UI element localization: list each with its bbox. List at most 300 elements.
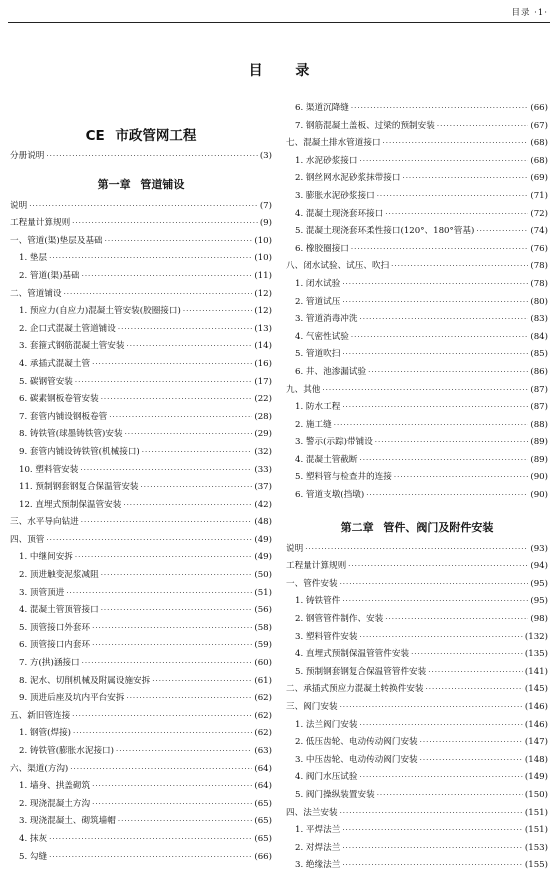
toc-entry[interactable]	[286, 822, 548, 840]
toc-intro-list	[10, 148, 272, 166]
toc-entry[interactable]	[286, 434, 548, 452]
toc-entry-page: (65)	[254, 798, 272, 809]
dot-leader	[101, 567, 253, 585]
toc-entry[interactable]	[10, 532, 272, 550]
dot-leader	[360, 629, 523, 647]
toc-entry[interactable]	[10, 585, 272, 603]
toc-entry-page: (14)	[254, 341, 272, 352]
dot-leader	[123, 497, 252, 515]
toc-entry-page: (51)	[254, 587, 272, 598]
toc-entry-label: 3. 膨胀水泥砂浆接口	[295, 190, 375, 201]
toc-entry[interactable]	[10, 215, 272, 233]
toc-entry[interactable]	[286, 276, 548, 294]
toc-chapter-1-continued-list	[286, 100, 548, 505]
dot-leader	[360, 452, 529, 470]
toc-entry-label: 一、管件安装	[286, 578, 338, 589]
dot-leader	[73, 725, 252, 743]
dot-leader	[348, 558, 528, 576]
toc-entry[interactable]	[10, 690, 272, 708]
dot-leader	[340, 805, 523, 823]
toc-entry-label: 4. 混凝土管顶管接口	[19, 605, 99, 616]
toc-entry-page: (86)	[530, 366, 548, 377]
toc-entry-label: 5. 碳钢管安装	[19, 376, 73, 387]
toc-entry-page: (148)	[524, 754, 548, 765]
toc-entry-page: (153)	[524, 842, 548, 853]
toc-entry-label: 3. 套箍式钢筋混凝土管安装	[19, 341, 125, 352]
toc-entry-label: 4. 抹灰	[19, 833, 48, 844]
toc-entry-label: 2. 钢丝网水泥砂浆抹带接口	[295, 173, 401, 184]
dot-leader	[66, 585, 252, 603]
dot-leader	[342, 276, 528, 294]
toc-entry-label: 8. 泥水、切削机械及附属设施安拆	[19, 675, 151, 686]
toc-entry-page: (98)	[530, 614, 548, 625]
toc-entry-page: (60)	[254, 658, 272, 669]
dot-leader	[101, 391, 253, 409]
toc-entry[interactable]	[10, 637, 272, 655]
toc-entry-label: 1. 水泥砂浆接口	[295, 155, 358, 166]
toc-entry[interactable]	[286, 469, 548, 487]
dot-leader	[340, 699, 523, 717]
dot-leader	[75, 374, 252, 392]
toc-entry[interactable]	[10, 198, 272, 216]
toc-entry-label: 工程量计算规则	[286, 561, 347, 572]
toc-entry-label: 1. 垫层	[19, 253, 48, 264]
toc-entry-label: 说明	[286, 543, 304, 554]
toc-entry[interactable]	[286, 417, 548, 435]
toc-entry-page: (11)	[254, 270, 272, 281]
toc-entry[interactable]	[10, 374, 272, 392]
toc-entry[interactable]	[10, 813, 272, 831]
toc-entry-page: (76)	[530, 243, 548, 254]
toc-entry-label: 5. 混凝土现浇套环柔性接口(120°、180°管基)	[295, 226, 475, 237]
toc-entry-page: (69)	[530, 173, 548, 184]
toc-entry[interactable]	[10, 725, 272, 743]
toc-entry-page: (58)	[254, 622, 272, 633]
toc-entry[interactable]	[286, 857, 548, 875]
toc-entry-page: (145)	[524, 684, 548, 695]
toc-entry-label: 2. 现浇混凝土方沟	[19, 798, 91, 809]
dot-leader	[80, 462, 252, 480]
toc-entry[interactable]	[10, 514, 272, 532]
toc-entry-page: (64)	[254, 763, 272, 774]
dot-leader	[141, 479, 253, 497]
dot-leader	[92, 778, 252, 796]
toc-entry-page: (80)	[530, 296, 548, 307]
dot-leader	[375, 434, 529, 452]
toc-entry-label: 七、混凝土排水管道接口	[286, 138, 381, 149]
toc-entry[interactable]	[286, 664, 548, 682]
toc-entry-page: (67)	[530, 120, 548, 131]
toc-entry-label: 12. 直埋式预制保温管安装	[19, 499, 122, 510]
toc-entry-label: 2. 低压齿轮、电动传动阀门安装	[295, 737, 418, 748]
toc-entry-label: 五、新旧管连接	[10, 710, 71, 721]
dot-leader	[142, 444, 253, 462]
toc-entry-page: (85)	[530, 349, 548, 360]
toc-entry[interactable]	[286, 206, 548, 224]
dot-leader	[101, 602, 253, 620]
toc-entry[interactable]	[286, 135, 548, 153]
toc-entry-page: (150)	[524, 789, 548, 800]
toc-entry[interactable]	[286, 611, 548, 629]
toc-entry[interactable]	[286, 311, 548, 329]
dot-leader	[377, 188, 529, 206]
toc-entry[interactable]	[286, 241, 548, 259]
dot-leader	[385, 206, 528, 224]
dot-leader	[72, 215, 258, 233]
toc-entry[interactable]	[286, 487, 548, 505]
toc-entry[interactable]	[10, 549, 272, 567]
toc-entry[interactable]	[286, 346, 548, 364]
toc-entry-label: 八、闭水试验、试压、吹扫	[286, 261, 390, 272]
toc-entry-label: 工程量计算规则	[10, 218, 71, 229]
toc-entry-page: (74)	[530, 226, 548, 237]
toc-entry[interactable]	[10, 426, 272, 444]
toc-entry-label: 2. 施工缝	[295, 419, 332, 430]
toc-entry[interactable]	[286, 399, 548, 417]
toc-entry[interactable]	[286, 805, 548, 823]
toc-entry-page: (13)	[254, 323, 272, 334]
toc-entry-page: (59)	[254, 640, 272, 651]
dot-leader	[92, 356, 252, 374]
toc-entry-page: (95)	[530, 596, 548, 607]
toc-entry-page: (87)	[530, 402, 548, 413]
dot-leader	[476, 223, 528, 241]
dot-leader	[368, 364, 528, 382]
toc-entry[interactable]	[286, 646, 548, 664]
toc-entry[interactable]	[286, 629, 548, 647]
toc-entry-page: (12)	[254, 288, 272, 299]
dot-leader	[152, 673, 252, 691]
dot-leader	[92, 796, 252, 814]
toc-entry[interactable]	[286, 541, 548, 559]
part-heading: CE 市政管网工程	[85, 128, 197, 144]
toc-entry-page: (9)	[259, 218, 272, 229]
dot-leader	[126, 690, 252, 708]
toc-entry-label: 2. 管道试压	[295, 296, 341, 307]
toc-entry-label: 二、管道铺设	[10, 288, 62, 299]
toc-entry[interactable]	[286, 329, 548, 347]
toc-entry-page: (17)	[254, 376, 272, 387]
toc-entry-label: 4. 阀门水压试验	[295, 772, 358, 783]
dot-leader	[391, 258, 528, 276]
dot-leader	[105, 233, 253, 251]
toc-entry-label: 11. 预制钢套钢复合保温管安装	[19, 482, 139, 493]
toc-entry-page: (89)	[530, 437, 548, 448]
toc-entry[interactable]	[286, 100, 548, 118]
toc-entry[interactable]	[286, 681, 548, 699]
toc-entry-label: 3. 顶管顶进	[19, 587, 65, 598]
toc-entry[interactable]	[10, 409, 272, 427]
toc-entry-page: (63)	[254, 746, 272, 756]
toc-entry-page: (66)	[530, 103, 548, 113]
dot-leader	[426, 681, 523, 699]
toc-entry[interactable]	[10, 250, 272, 268]
toc-entry-label: 4. 气密性试验	[295, 331, 349, 342]
toc-entry-label: 6. 碳素钢板卷管安装	[19, 394, 99, 405]
toc-entry-page: (147)	[524, 737, 548, 748]
toc-entry-page: (95)	[530, 578, 548, 589]
dot-leader	[334, 417, 529, 435]
toc-entry-page: (78)	[530, 261, 548, 272]
toc-entry[interactable]	[10, 391, 272, 409]
dot-leader	[183, 303, 253, 321]
toc-entry-page: (71)	[530, 190, 548, 201]
dot-leader	[360, 717, 523, 735]
dot-leader	[351, 100, 528, 118]
toc-entry[interactable]	[10, 286, 272, 304]
toc-entry-label: 九、其他	[286, 384, 321, 395]
toc-entry-label: 7. 套管内铺设钢板卷管	[19, 411, 108, 422]
dot-leader	[411, 646, 523, 664]
toc-entry-page: (155)	[524, 860, 548, 871]
toc-entry[interactable]	[286, 769, 548, 787]
toc-entry-page: (32)	[254, 446, 272, 457]
toc-entry[interactable]	[286, 717, 548, 735]
toc-entry-page: (12)	[254, 306, 272, 317]
toc-entry-page: (7)	[259, 200, 272, 211]
toc-entry-page: (89)	[530, 454, 548, 465]
toc-entry-label: 6. 管道支墩(挡墩)	[295, 490, 365, 501]
toc-entry-label: 1. 墙身、拱盖砌筑	[19, 781, 91, 792]
dot-leader	[81, 514, 253, 532]
dot-leader	[29, 198, 258, 216]
toc-entry-label: 5. 塑料管与检查井的连接	[295, 472, 392, 483]
toc-entry-page: (68)	[530, 138, 548, 149]
toc-entry[interactable]	[10, 761, 272, 779]
page-title: 目 录	[248, 63, 310, 79]
toc-entry-label: 一、管道(渠)垫层及基础	[10, 235, 103, 246]
toc-entry[interactable]	[286, 752, 548, 770]
toc-entry-label: 1. 法兰阀门安装	[295, 719, 358, 730]
chapter-2-heading: 第二章 管件、阀门及附件安装	[340, 520, 494, 534]
dot-leader	[92, 620, 252, 638]
toc-entry-label: 3. 绝缘法兰	[295, 860, 341, 871]
toc-entry[interactable]	[10, 831, 272, 849]
toc-entry[interactable]	[10, 655, 272, 673]
toc-entry-page: (37)	[254, 482, 272, 493]
toc-entry-page: (56)	[254, 605, 272, 616]
toc-entry[interactable]	[10, 462, 272, 480]
dot-leader	[377, 787, 523, 805]
toc-entry-page: (29)	[254, 429, 272, 440]
toc-entry[interactable]	[286, 258, 548, 276]
toc-entry-label: 6. 渠道沉降缝	[295, 103, 349, 113]
dot-leader	[351, 241, 528, 259]
toc-entry-page: (16)	[254, 358, 272, 369]
dot-leader	[360, 769, 523, 787]
toc-entry[interactable]	[10, 620, 272, 638]
toc-entry-page: (88)	[530, 419, 548, 430]
toc-entry[interactable]	[10, 743, 272, 761]
dot-leader	[394, 469, 528, 487]
toc-entry-label: 9. 套管内铺设铸铁管(机械接口)	[19, 446, 140, 457]
dot-leader	[118, 321, 252, 339]
toc-entry-label: 6. 井、池渗漏试验	[295, 366, 367, 377]
toc-entry-label: 六、渠道(方沟)	[10, 763, 69, 774]
toc-entry[interactable]	[286, 593, 548, 611]
toc-right-column	[286, 100, 548, 875]
toc-entry-label: 5. 预制钢套钢复合保温管管件安装	[295, 666, 427, 677]
toc-entry[interactable]	[286, 840, 548, 858]
toc-entry[interactable]	[286, 699, 548, 717]
toc-entry-page: (72)	[530, 208, 548, 219]
toc-entry-label: 8. 铸铁管(球墨铸铁管)安装	[19, 429, 123, 440]
toc-entry[interactable]	[10, 338, 272, 356]
toc-entry-label: 1. 中继间安拆	[19, 552, 73, 563]
toc-chapter-1-list	[10, 198, 272, 867]
toc-entry-label: 4. 混凝土现浇套环接口	[295, 208, 384, 219]
toc-entry-label: 说明	[10, 200, 28, 211]
toc-entry-page: (65)	[254, 816, 272, 827]
dot-leader	[366, 487, 528, 505]
toc-entry[interactable]	[10, 673, 272, 691]
toc-entry-page: (132)	[524, 631, 548, 642]
toc-entry-page: (90)	[530, 490, 548, 501]
dot-leader	[116, 743, 252, 761]
toc-entry-page: (10)	[254, 253, 272, 264]
toc-entry-page: (64)	[254, 781, 272, 792]
toc-entry-label: 3. 警示(示踪)带铺设	[295, 437, 373, 448]
dot-leader	[420, 734, 523, 752]
toc-chapter-2-list	[286, 541, 548, 875]
dot-leader	[428, 664, 523, 682]
dot-leader	[125, 426, 253, 444]
toc-entry-page: (90)	[530, 472, 548, 483]
toc-entry-page: (146)	[524, 719, 548, 730]
toc-entry[interactable]	[286, 153, 548, 171]
toc-entry-label: 4. 承插式混凝土管	[19, 358, 91, 369]
toc-entry[interactable]	[286, 118, 548, 136]
toc-entry[interactable]	[10, 479, 272, 497]
dot-leader	[49, 849, 252, 867]
dot-leader	[383, 135, 529, 153]
toc-entry[interactable]	[286, 170, 548, 188]
dot-leader	[72, 708, 252, 726]
toc-entry-page: (135)	[524, 649, 548, 660]
dot-leader	[360, 153, 529, 171]
toc-entry-label: 9. 顶进后座及坑内平台安拆	[19, 693, 125, 704]
toc-left-column	[10, 100, 272, 866]
dot-leader	[70, 761, 252, 779]
dot-leader	[342, 346, 528, 364]
toc-entry[interactable]	[286, 734, 548, 752]
dot-leader	[342, 294, 528, 312]
toc-entry-page: (68)	[530, 155, 548, 166]
toc-entry-page: (149)	[524, 772, 548, 783]
toc-entry-label: 3. 现浇混凝土、砌筑墙帽	[19, 816, 116, 827]
toc-entry-page: (22)	[254, 394, 272, 405]
toc-entry-page: (28)	[254, 411, 272, 422]
toc-entry[interactable]	[286, 223, 548, 241]
dot-leader	[385, 611, 528, 629]
toc-entry-label: 3. 管道消毒冲洗	[295, 314, 358, 325]
dot-leader	[126, 338, 252, 356]
toc-entry-label: 三、阀门安装	[286, 702, 338, 712]
toc-entry[interactable]	[10, 602, 272, 620]
toc-entry[interactable]	[286, 576, 548, 594]
toc-entry-label: 2. 铸铁管(膨胀水泥接口)	[19, 746, 114, 756]
toc-entry-label: 10. 塑料管安装	[19, 464, 79, 475]
toc-entry[interactable]	[10, 778, 272, 796]
toc-entry-label: 7. 方(拱)涵接口	[19, 658, 80, 669]
dot-leader	[360, 311, 529, 329]
toc-entry[interactable]	[10, 444, 272, 462]
toc-entry[interactable]	[286, 188, 548, 206]
dot-leader	[82, 655, 253, 673]
toc-entry-page: (83)	[530, 314, 548, 325]
toc-entry-label: 3. 塑料管件安装	[295, 631, 358, 642]
dot-leader	[46, 148, 257, 166]
dot-leader	[342, 399, 528, 417]
toc-entry-page: (66)	[254, 851, 272, 862]
toc-entry[interactable]	[286, 364, 548, 382]
dot-leader	[342, 840, 523, 858]
toc-entry-label: 分册说明	[10, 151, 45, 161]
dot-leader	[322, 382, 528, 400]
toc-entry[interactable]	[10, 796, 272, 814]
toc-entry-label: 2. 顶进触变泥浆减阻	[19, 570, 99, 581]
header-rule	[8, 22, 550, 23]
toc-entry[interactable]	[10, 567, 272, 585]
toc-entry[interactable]	[10, 497, 272, 515]
toc-entry-page: (42)	[254, 499, 272, 510]
toc-entry-label: 1. 防水工程	[295, 402, 341, 413]
toc-entry[interactable]	[10, 268, 272, 286]
toc-entry[interactable]	[286, 452, 548, 470]
toc-entry-label: 1. 平焊法兰	[295, 825, 341, 836]
dot-leader	[118, 813, 252, 831]
toc-entry[interactable]	[286, 558, 548, 576]
toc-entry-page: (84)	[530, 331, 548, 342]
toc-entry-page: (3)	[259, 151, 272, 161]
toc-entry-page: (141)	[524, 666, 548, 677]
toc-entry[interactable]	[286, 382, 548, 400]
toc-entry[interactable]	[10, 303, 272, 321]
toc-entry-label: 5. 管道吹扫	[295, 349, 341, 360]
dot-leader	[305, 541, 528, 559]
toc-entry-label: 2. 钢管管件制作、安装	[295, 614, 384, 625]
toc-entry-page: (50)	[254, 570, 272, 581]
dot-leader	[340, 576, 529, 594]
toc-entry-label: 1. 钢管(焊接)	[19, 728, 72, 739]
toc-entry-label: 6. 橡胶圈接口	[295, 243, 349, 254]
toc-entry-label: 4. 直埋式预制保温管管件安装	[295, 649, 410, 660]
dot-leader	[82, 268, 253, 286]
toc-entry[interactable]	[10, 356, 272, 374]
toc-entry[interactable]	[10, 321, 272, 339]
toc-entry-label: 5. 阀门操纵装置安装	[295, 789, 375, 800]
dot-leader	[420, 752, 523, 770]
toc-entry-page: (48)	[254, 517, 272, 528]
toc-entry[interactable]	[286, 787, 548, 805]
toc-entry[interactable]	[10, 233, 272, 251]
toc-entry-page: (87)	[530, 384, 548, 395]
toc-entry-page: (151)	[524, 825, 548, 836]
toc-entry-label: 7. 钢筋混凝土盖板、过梁的预制安装	[295, 120, 435, 131]
toc-entry-page: (65)	[254, 833, 272, 844]
dot-leader	[64, 286, 253, 304]
toc-entry-page: (62)	[254, 710, 272, 721]
toc-entry[interactable]	[286, 294, 548, 312]
toc-entry-label: 5. 顶管接口外套环	[19, 622, 91, 633]
toc-entry[interactable]	[10, 708, 272, 726]
toc-entry-label: 1. 预应力(自应力)混凝土管安装(胶圈接口)	[19, 306, 181, 317]
toc-entry-page: (62)	[254, 728, 272, 739]
toc-entry[interactable]	[10, 148, 272, 166]
toc-entry-label: 4. 混凝土管截断	[295, 454, 358, 465]
toc-entry-label: 1. 铸铁管件	[295, 596, 341, 607]
toc-entry[interactable]	[10, 849, 272, 867]
